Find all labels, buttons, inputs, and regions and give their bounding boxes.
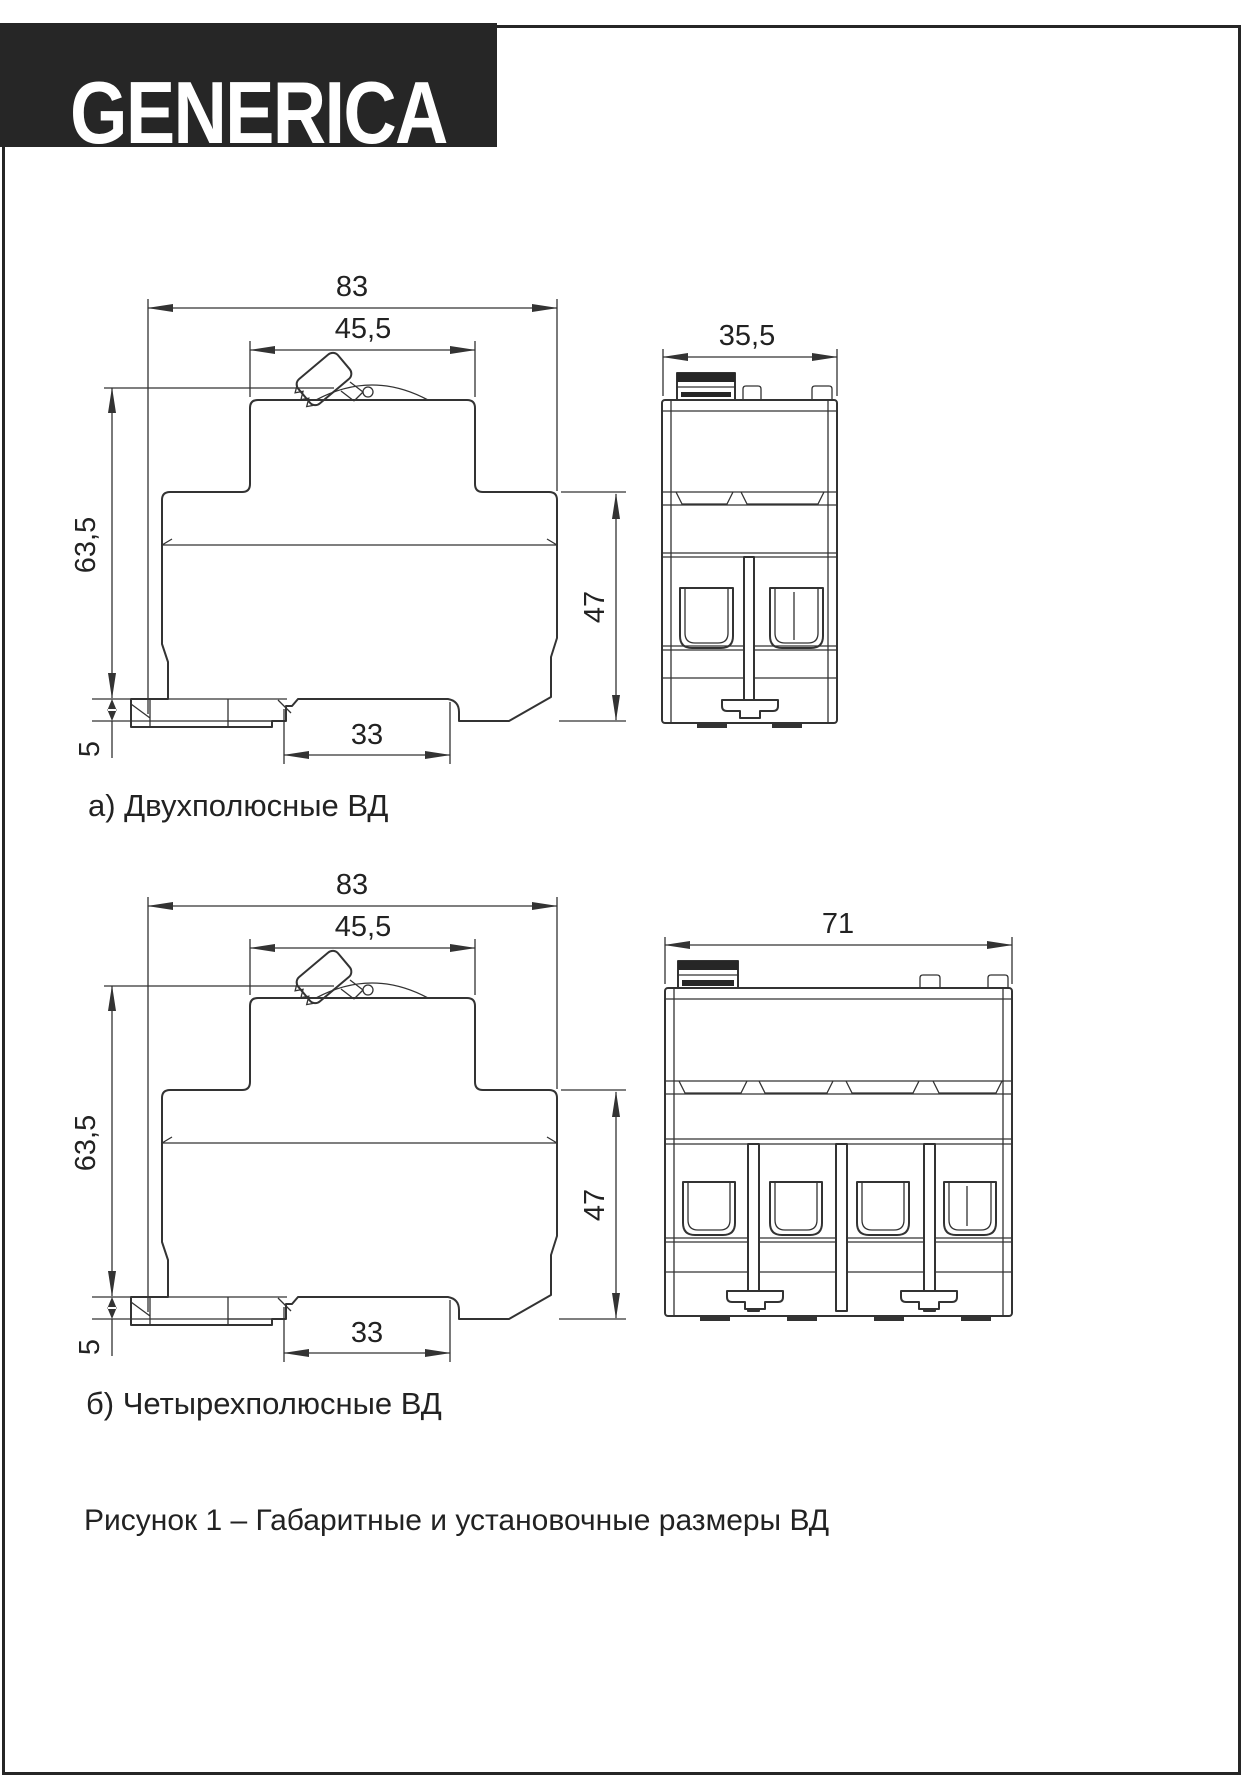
din-release-handle — [727, 1291, 783, 1309]
din-release-handle — [901, 1291, 957, 1309]
section-label-four-pole: б) Четырехполюсные ВД — [86, 1386, 442, 1421]
side-view-two-pole — [70, 271, 626, 764]
dim-text-front-width-a: 35,5 — [718, 320, 776, 352]
dim-text-front-width-b: 71 — [821, 908, 855, 940]
figure-caption: Рисунок 1 – Габаритные и установочные размеры ВД — [84, 1504, 830, 1537]
top-tabs — [743, 386, 832, 400]
din-release-handle — [722, 700, 778, 718]
pole-divider-bars — [748, 1144, 935, 1311]
front-view-two-pole — [662, 320, 837, 726]
brand-logo-text: GENERICA — [70, 63, 447, 147]
pole-divider-bar — [744, 557, 754, 702]
section-label-two-pole: а) Двухполюсные ВД — [88, 788, 389, 823]
side-view-four-pole — [70, 869, 626, 1362]
top-tabs — [920, 975, 1008, 988]
front-view-four-pole — [665, 908, 1012, 1319]
